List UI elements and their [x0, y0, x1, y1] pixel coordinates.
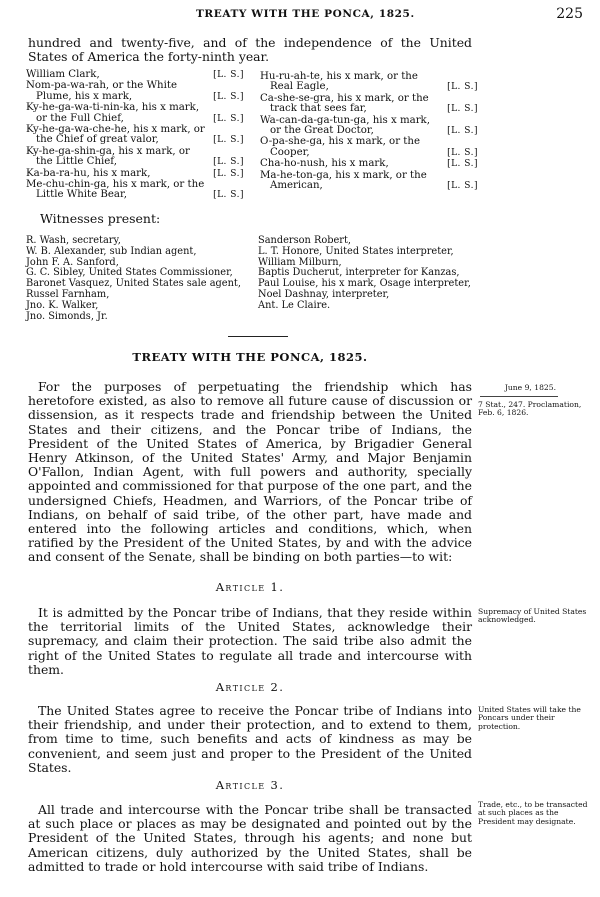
seal-mark: [L. S.]: [213, 70, 244, 80]
witness-name: Ant. Le Claire.: [258, 299, 331, 311]
signature-line-continued: the Little Chief,: [36, 156, 117, 168]
signature-line: Nom-pa-wa-rah, or the White: [26, 80, 177, 92]
witness-name: G. C. Sibley, United States Commissioner,: [26, 267, 233, 279]
witness-name: John F. A. Sanford,: [26, 256, 119, 268]
seal-mark: [L. S.]: [447, 126, 478, 137]
witness-name: William Milburn,: [258, 256, 342, 268]
seal-mark: [L. S.]: [213, 113, 244, 124]
witness-name: Paul Louise, his x mark, Osage interpreter,: [258, 278, 471, 290]
signature-line: Me-chu-chin-ga, his x mark, or the: [26, 179, 205, 191]
witness-name: Baptis Ducherut, interpreter for Kanzas,: [258, 267, 460, 279]
witness-name: Noel Dashnay, interpreter,: [258, 288, 390, 300]
signature-entry: [260, 94, 478, 115]
witness-name: Baronet Vasquez, United States sale agent,: [26, 278, 241, 290]
intro-paragraph: hundred and twenty-five, and of the independence of the United States of America the forty-ninth year.: [28, 35, 472, 65]
section-divider: [228, 336, 288, 337]
signature-entry: [260, 137, 478, 158]
seal-mark: [L. S.]: [213, 91, 244, 102]
witnesses-right: [258, 236, 471, 312]
article-3-text: All trade and intercourse with the Poncar tribe shall be transacted at such place or places as may be designated and pointed out by the President of the United States, through his agents; and none but American citizens, duly authorized by the United States, shall be admitted to trade or hold intercourse with said tribe of Indians.: [28, 802, 472, 874]
witnesses-heading: Witnesses present:: [40, 211, 161, 226]
opening-paragraph: For the purposes of perpetuating the friendship which has heretofore existed, as also to remove all future cause of discussion or dissension, as it respects trade and friendship between the United States and their citizens, and the Poncar tribe of Indians, the President of the United States of America, by Brigadier General Henry Atkinson, of the United States' Army, and Major Benjamin O'Fallon, Indian Agent, with full powers and authority, specially appointed and commissioned for that purpose of the one part, and the undersigned Chiefs, Headmen, and Warriors, of the Poncar tribe of Indians, on behalf of said tribe, of the other part, have made and entered into the following articles and conditions, which, when ratified by the President of the United States, by and with the advice and consent of the Senate, shall be binding on both parties—to wit:: [28, 379, 472, 565]
seal-mark: [L. S.]: [447, 147, 478, 158]
seal-mark: [L. S.]: [447, 104, 478, 115]
signature-line: Ky-he-ga-wa-che-he, his x mark, or: [26, 124, 205, 136]
margin-note-article-3: Trade, etc., to be transacted at such places as the President may designate.: [478, 800, 588, 826]
signature-line-continued: Plume, his x mark,: [36, 90, 133, 102]
signature-entry: [26, 125, 244, 146]
signature-entry: [260, 159, 478, 169]
signature-entry: [26, 103, 244, 124]
signature-entry: [26, 147, 244, 168]
margin-note-article-1: Supremacy of United States acknowledged.: [478, 607, 587, 625]
signature-line: Cha-ho-nush, his x mark,: [260, 158, 389, 170]
signature-entry: [26, 180, 244, 201]
signature-entry: [260, 72, 478, 93]
article-2-heading: Article 2.: [215, 680, 285, 694]
running-head: TREATY WITH THE PONCA, 1825.: [196, 8, 415, 20]
margin-note-divider: [480, 396, 558, 397]
article-3-heading: Article 3.: [215, 778, 285, 792]
seal-mark: [L. S.]: [213, 135, 244, 146]
seal-mark: [L. S.]: [447, 159, 478, 170]
witness-name: Russel Farnham,: [26, 288, 110, 300]
signature-line: Ka-ba-ra-hu, his x mark,: [26, 167, 151, 179]
signature-line: O-pa-she-ga, his x mark, or the: [260, 136, 420, 148]
signature-line-continued: track that sees far,: [270, 103, 367, 115]
seal-mark: [L. S.]: [447, 181, 478, 192]
signature-entry: [26, 70, 244, 80]
witness-name: Sanderson Robert,: [258, 235, 352, 246]
margin-note-date: June 9, 1825.: [504, 383, 556, 392]
signature-line-continued: Cooper,: [270, 146, 310, 158]
signature-line: Ma-he-ton-ga, his x mark, or the: [260, 169, 427, 181]
signatures-left: [26, 70, 244, 202]
signature-line: Ca-she-se-gra, his x mark, or the: [260, 92, 429, 104]
treaty-title: TREATY WITH THE PONCA, 1825.: [132, 350, 368, 364]
margin-note-article-2: United States will take the Poncars under their protection.: [478, 705, 581, 731]
signature-entry: [260, 171, 478, 192]
signature-entry: [26, 169, 244, 179]
signature-entry: [26, 81, 244, 102]
witness-name: R. Wash, secretary,: [26, 235, 121, 246]
witness-name: Jno. Simonds, Jr.: [26, 310, 108, 322]
margin-note-statute: 7 Stat., 247. Proclamation, Feb. 6, 1826.: [478, 400, 582, 418]
witness-name: L. T. Honore, United States interpreter,: [258, 245, 454, 257]
seal-mark: [L. S.]: [447, 82, 478, 93]
signature-line: Ky-he-ga-shin-ga, his x mark, or: [26, 145, 190, 157]
seal-mark: [L. S.]: [213, 168, 244, 179]
article-1-text: It is admitted by the Poncar tribe of Indians, that they reside within the territorial limits of the United States, acknowledge their supremacy, and claim their protection. The said tribe also admit the right of the United States to regulate all trade and intercourse with them.: [28, 605, 472, 677]
signature-line-continued: Real Eagle,: [270, 81, 329, 93]
signature-line-continued: the Chief of great valor,: [36, 134, 159, 146]
signature-line-continued: American,: [270, 180, 323, 192]
witness-name: Jno. K. Walker,: [26, 299, 99, 311]
signature-line-continued: or the Full Chief,: [36, 112, 124, 124]
witnesses-left: [26, 236, 241, 322]
signature-line: William Clark,: [26, 69, 100, 80]
signature-line-continued: Little White Bear,: [36, 189, 127, 201]
signature-line: Wa-can-da-ga-tun-ga, his x mark,: [260, 114, 430, 126]
article-1-heading: Article 1.: [215, 580, 285, 594]
signature-line-continued: or the Great Doctor,: [270, 125, 374, 137]
seal-mark: [L. S.]: [213, 190, 244, 201]
page-number: 225: [556, 6, 583, 22]
page-header: [0, 8, 600, 26]
seal-mark: [L. S.]: [213, 157, 244, 168]
signatures-right: [260, 72, 478, 192]
signature-entry: [260, 116, 478, 137]
signature-line: Hu-ru-ah-te, his x mark, or the: [260, 71, 418, 82]
signature-line: Ky-he-ga-wa-ti-nin-ka, his x mark,: [26, 102, 200, 114]
witness-name: W. B. Alexander, sub Indian agent,: [26, 245, 197, 257]
article-2-text: The United States agree to receive the Poncar tribe of Indians into their friendship, and under their protection, and to extend to them, from time to time, such benefits and acts of kindness as may be convenient, and seem just and proper to the President of the United States.: [28, 703, 472, 775]
